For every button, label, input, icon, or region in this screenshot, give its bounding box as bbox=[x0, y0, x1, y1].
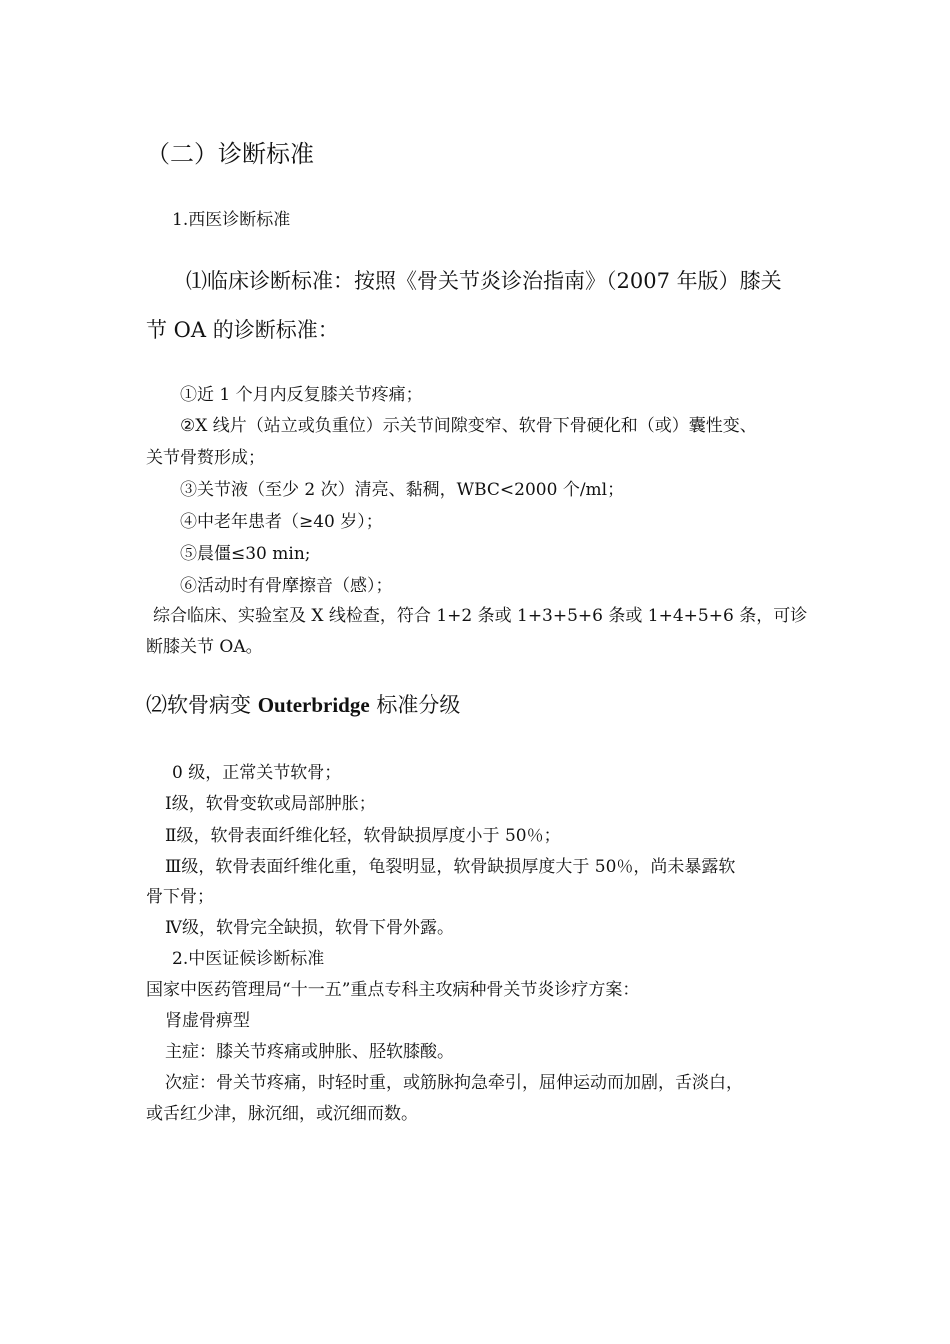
grade-3: Ⅲ级，软骨表面纤维化重，龟裂明显，软骨缺损厚度大于 50％，尚未暴露软 bbox=[165, 857, 736, 877]
summary-line-1: 综合临床、实验室及 X 线检查，符合 1+2 条或 1+3+5+6 条或 1+4+5+6 条，可诊 bbox=[153, 606, 808, 626]
criterion-5: ⑤晨僵≤30 min; bbox=[180, 544, 311, 564]
section-title: （二）诊断标准 bbox=[146, 140, 314, 168]
grade-1: Ⅰ级，软骨变软或局部肿胀； bbox=[165, 794, 376, 814]
grade-2: Ⅱ级，软骨表面纤维化轻，软骨缺损厚度小于 50％； bbox=[165, 826, 561, 846]
outerbridge-heading bbox=[146, 695, 460, 716]
criterion-4: ④中老年患者（≥40 岁）； bbox=[180, 512, 383, 532]
criterion-6: ⑥活动时有骨摩擦音（感）； bbox=[180, 576, 393, 596]
outerbridge-prefix: ⑵软骨病变 bbox=[146, 693, 258, 717]
tcm-source: 国家中医药管理局“十一五”重点专科主攻病种骨关节炎诊疗方案： bbox=[146, 980, 640, 1000]
grade-3-continued: 骨下骨； bbox=[146, 887, 214, 907]
tcm-syndrome: 肾虚骨痹型 bbox=[165, 1011, 250, 1031]
clinical-criteria-line-1: ⑴临床诊断标准：按照《骨关节炎诊治指南》（2007 年版）膝关 bbox=[186, 269, 782, 293]
criterion-1: ①近 1 个月内反复膝关节疼痛； bbox=[180, 385, 423, 405]
grade-4: Ⅳ级，软骨完全缺损，软骨下骨外露。 bbox=[165, 918, 454, 938]
tcm-secondary-line-1: 次症：骨关节疼痛，时轻时重，或筋脉拘急牵引，屈伸运动而加剧，舌淡白， bbox=[165, 1073, 743, 1093]
tcm-secondary-line-2: 或舌红少津，脉沉细，或沉细而数。 bbox=[146, 1104, 418, 1124]
tcm-heading: 2.中医证候诊断标准 bbox=[172, 949, 325, 969]
clinical-criteria-line-2: 节 OA 的诊断标准： bbox=[146, 318, 339, 342]
grade-0: 0 级，正常关节软骨； bbox=[172, 763, 342, 783]
tcm-main-symptoms: 主症：膝关节疼痛或肿胀、胫软膝酸。 bbox=[165, 1042, 454, 1062]
outerbridge-name: Outerbridge bbox=[257, 693, 370, 717]
criterion-2-continued: 关节骨赘形成； bbox=[146, 448, 265, 468]
criterion-2: ②X 线片（站立或负重位）示关节间隙变窄、软骨下骨硬化和（或）囊性变、 bbox=[180, 416, 757, 436]
criterion-3: ③关节液（至少 2 次）清亮、黏稠，WBC<2000 个/ml； bbox=[180, 480, 625, 500]
outerbridge-suffix: 标准分级 bbox=[369, 693, 461, 717]
western-heading: 1.西医诊断标准 bbox=[172, 210, 291, 230]
summary-line-2: 断膝关节 OA。 bbox=[146, 637, 263, 657]
